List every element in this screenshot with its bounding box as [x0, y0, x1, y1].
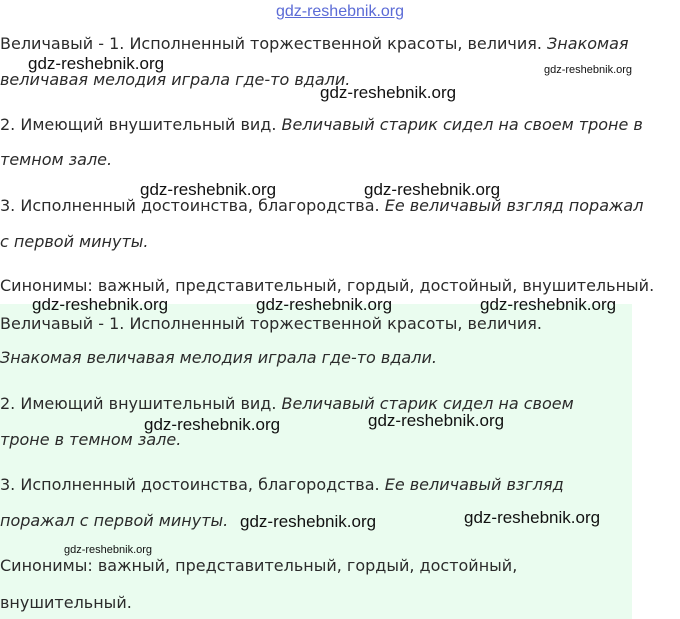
watermark: gdz-reshebnik.org: [64, 544, 153, 556]
b1-synonyms: Синонимы: важный, представительный, гордый, достойный, внушительный.: [0, 276, 655, 295]
watermark: gdz-reshebnik.org: [368, 411, 505, 430]
definition-block-2: [0, 304, 632, 619]
b1-line-1: Величавый - 1. Исполненный торжественной красоты, величия. Знакомая: [0, 34, 629, 53]
b1-line-5: 3. Исполненный достоинства, благородства. Ее величавый взгляд поражал: [0, 196, 644, 215]
header-watermark-link[interactable]: gdz-reshebnik.org: [275, 3, 405, 20]
b1-line-4: темном зале.: [0, 150, 113, 169]
b2-line-3: 2. Имеющий внушительный вид. Величавый старик сидел на своем: [0, 394, 574, 413]
b2-line-4: троне в темном зале.: [0, 430, 182, 449]
b2-synonyms-line-2: внушительный.: [0, 593, 132, 612]
b2-line-1: Величавый - 1. Исполненный торжественной красоты, величия.: [0, 314, 542, 333]
watermark: gdz-reshebnik.org: [32, 295, 169, 314]
watermark: gdz-reshebnik.org: [364, 180, 501, 199]
b2-line-2: Знакомая величавая мелодия играла где-то вдали.: [0, 348, 437, 367]
watermark: gdz-reshebnik.org: [140, 180, 277, 199]
watermark: gdz-reshebnik.org: [464, 508, 601, 527]
b2-line-5: 3. Исполненный достоинства, благородства. Ее величавый взгляд: [0, 475, 564, 494]
watermark: gdz-reshebnik.org: [544, 64, 633, 76]
b1-line-3: 2. Имеющий внушительный вид. Величавый старик сидел на своем троне в: [0, 115, 643, 134]
watermark: gdz-reshebnik.org: [256, 295, 393, 314]
b1-line-6: с первой минуты.: [0, 232, 149, 251]
watermark: gdz-reshebnik.org: [240, 512, 377, 531]
watermark: gdz-reshebnik.org: [320, 83, 457, 102]
watermark: gdz-reshebnik.org: [28, 54, 165, 73]
b2-synonyms-line-1: Синонимы: важный, представительный, гордый, достойный,: [0, 556, 518, 575]
watermark: gdz-reshebnik.org: [480, 295, 617, 314]
watermark: gdz-reshebnik.org: [144, 415, 281, 434]
b2-line-6: поражал с первой минуты.: [0, 511, 229, 530]
b1-line-2: величавая мелодия играла где-то вдали.: [0, 70, 351, 89]
